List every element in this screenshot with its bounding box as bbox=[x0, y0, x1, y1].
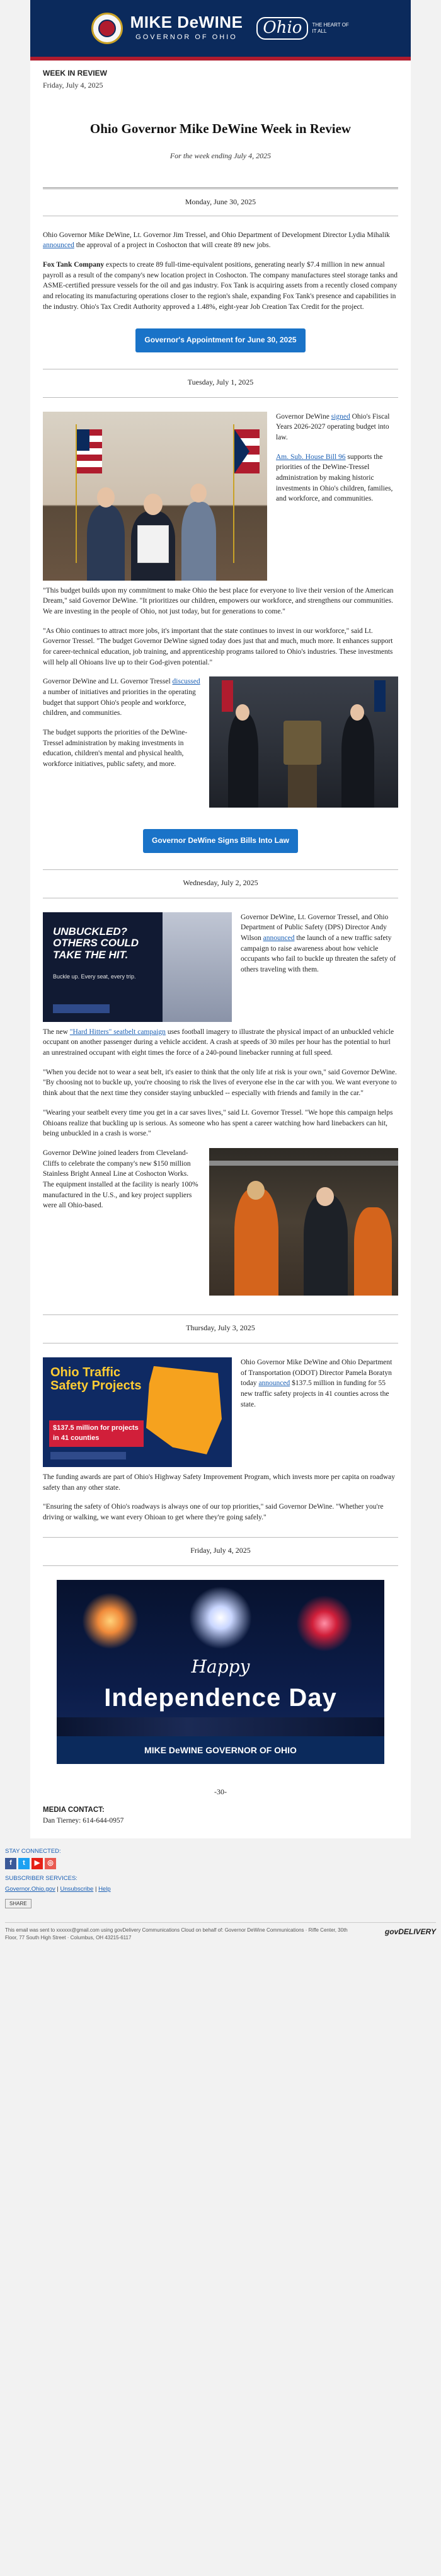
flag-icon bbox=[226, 424, 242, 500]
worker-figure bbox=[354, 1207, 392, 1296]
thursday-quote-1: "Ensuring the safety of Ohio's roadways is always one of our top priorities," said Governor DeWine. "Whether you're driving or walking, we want every Ohioan to get where they're going safely." bbox=[43, 1503, 384, 1521]
text: uses football imagery to illustrate the physical impact of an unbuckled vehicle occupant on another passenger during a vehicle accident. A crash at speeds of 30 miles per hour has the potential to hurl an unrestrained occupant with eight times the force of a 240-pound linebacker running at full speed. bbox=[43, 1028, 394, 1057]
ohio-map-icon bbox=[146, 1366, 222, 1454]
football-player-image bbox=[163, 912, 232, 1022]
unsubscribe-link[interactable]: Unsubscribe bbox=[60, 1885, 94, 1893]
happy-text: Happy bbox=[191, 1656, 250, 1677]
announced-link[interactable]: announced bbox=[43, 241, 74, 250]
help-link[interactable]: Help bbox=[98, 1885, 111, 1893]
twitter-icon[interactable]: t bbox=[18, 1858, 30, 1869]
signed-document bbox=[137, 525, 169, 563]
ohio-tagline: THE HEART OF IT ALL bbox=[312, 22, 349, 34]
gov-wordmark bbox=[130, 14, 243, 43]
text: Ohio Governor Mike DeWine, Lt. Governor Jim Tressel, and Ohio Department of Development Director Lydia Mihalik bbox=[43, 231, 390, 239]
us-flag-icon bbox=[77, 429, 102, 473]
announced-link[interactable]: announced bbox=[263, 934, 295, 943]
podium-seal-icon bbox=[284, 721, 321, 765]
week-ending: For the week ending July 4, 2025 bbox=[169, 151, 272, 161]
email-body bbox=[30, 61, 411, 1838]
announced-link[interactable]: announced bbox=[258, 1379, 290, 1388]
firework-icon bbox=[82, 1593, 139, 1649]
map-title: Ohio Traffic Safety Projects bbox=[50, 1365, 142, 1393]
week-in-review-label: WEEK IN REVIEW bbox=[43, 69, 108, 78]
text: Ohio Governor Mike DeWine and Ohio Department of Transportation (ODOT) Director Pamela Boratyn today bbox=[241, 1358, 392, 1388]
media-contact-label: MEDIA CONTACT: bbox=[43, 1806, 105, 1814]
tuesday-quote-2: "As Ohio continues to attract more jobs, it's important that the state continues to invest in our workforce," said Lt. Governor Tressel. "The budget Governor DeWine signed today does just that and much, much more. It enhances support for career-technical education, job training, and apprenticeship programs tailored to Ohio's industries. These investments will help all Ohioans live up to their God-given potential." bbox=[43, 627, 393, 666]
gov-name: MIKE DeWINE bbox=[130, 13, 243, 32]
button-wrap bbox=[43, 829, 398, 852]
monday-paragraph-2 bbox=[43, 260, 398, 312]
flag-icon bbox=[374, 680, 386, 712]
text: $137.5 million in funding for 55 new traffic safety projects in 41 counties across the state. bbox=[241, 1379, 389, 1408]
press-conference-photo bbox=[209, 676, 398, 808]
issue-date: Friday, July 4, 2025 bbox=[43, 81, 103, 90]
ohio-seal-icon bbox=[91, 13, 123, 44]
text: The new bbox=[43, 1028, 70, 1036]
person-head bbox=[190, 484, 207, 502]
banner-stripe bbox=[30, 57, 411, 61]
city-skyline bbox=[57, 1717, 384, 1736]
fine-print bbox=[5, 1922, 436, 1941]
stay-connected-label: STAY CONNECTED: bbox=[5, 1848, 61, 1855]
instagram-icon[interactable]: ◎ bbox=[45, 1858, 56, 1869]
governor-site-link[interactable]: Governor.Ohio.gov bbox=[5, 1885, 55, 1893]
firework-icon bbox=[296, 1595, 353, 1652]
person-figure bbox=[181, 502, 216, 581]
person-figure bbox=[341, 713, 374, 808]
seal-core bbox=[98, 20, 116, 37]
separator: | bbox=[93, 1885, 99, 1893]
graphic-footer: MIKE DeWINE GOVERNOR OF OHIO bbox=[57, 1736, 384, 1764]
separator: | bbox=[55, 1885, 60, 1893]
text: Ohio's Fiscal Years 2026-2027 operating budget into law. bbox=[276, 412, 390, 442]
social-icons bbox=[5, 1858, 436, 1869]
poster-subline: Buckle up. Every seat, every trip. bbox=[53, 973, 136, 980]
map-amount: $137.5 million for projects in 41 counties bbox=[49, 1420, 144, 1447]
budget-signing-photo bbox=[43, 412, 267, 581]
wednesday-quote-1: "When you decide not to wear a seat belt, it's easier to think that the only life at risk is your own," said Governor DeWine. "By choosing not to buckle up, you're choosing to risk the lives of everyone else in the car with you. We want everyone to think about that the next time they consider staying unbuckled -- especially with friends and family in the car." bbox=[43, 1068, 397, 1098]
podium bbox=[288, 765, 317, 808]
media-contact: Dan Tierney: 614-644-0957 bbox=[43, 1816, 124, 1825]
facebook-icon[interactable]: f bbox=[5, 1858, 16, 1869]
monday-paragraph-1 bbox=[43, 230, 398, 251]
footer-links bbox=[5, 1885, 436, 1894]
banner-inner bbox=[30, 11, 411, 45]
wednesday-quote-2: "Wearing your seatbelt every time you get in a car saves lives," said Lt. Governor Tressel. "We hope this campaign helps Ohioans realize that buckling up is serious. As someone who has spent a career watching how hard linebackers can hit, being unbuckled in a crash is worse." bbox=[43, 1108, 393, 1138]
ohio-word: Ohio bbox=[256, 17, 308, 39]
signed-link[interactable]: signed bbox=[331, 412, 350, 421]
end-mark: -30- bbox=[214, 1787, 227, 1796]
day-heading-monday: Monday, June 30, 2025 bbox=[43, 187, 398, 216]
text: Governor DeWine, Lt. Governor Tressel, and Ohio Department of Public Safety (DPS) Director Andy Wilson bbox=[241, 913, 389, 943]
odot-logo bbox=[50, 1452, 126, 1459]
wednesday-side-paragraph-2: Governor DeWine joined leaders from Cleveland-Cliffs to celebrate the company's new $150 million Stainless Bright Anneal Line at Coshocton Works. The equipment installed at the facility is nearly 100% manufactured in the U.S., and key project suppliers were all Ohio-based. bbox=[43, 1149, 198, 1210]
flag-icon bbox=[222, 680, 233, 712]
person-head bbox=[97, 487, 115, 508]
text: supports the priorities of the DeWine-Tressel administration by making historic investments in Ohio's children, families, and workforce, and communities. bbox=[276, 453, 393, 503]
person-figure bbox=[228, 713, 258, 808]
day-heading-thursday: Thursday, July 3, 2025 bbox=[43, 1314, 398, 1343]
seatbelt-campaign-link[interactable]: "Hard Hitters" seatbelt campaign bbox=[69, 1028, 166, 1036]
govdelivery-logo: govDELIVERY bbox=[384, 1927, 436, 1937]
tuesday-quote-1: "This budget builds upon my commitment to make Ohio the best place for everyone to live their version of the American Dream," said Governor DeWine. "It prioritizes our children, empowers our workforce, and strengthens our communities. We are investing in the people of Ohio, not just today, but for generations to come." bbox=[43, 586, 394, 616]
wednesday-paragraph-2 bbox=[43, 1027, 398, 1059]
seatbelt-campaign-poster bbox=[43, 912, 232, 1022]
text: Governor DeWine bbox=[276, 412, 331, 421]
day-heading-tuesday: Tuesday, July 1, 2025 bbox=[43, 369, 398, 398]
governors-appointment-button[interactable]: Governor's Appointment for June 30, 2025 bbox=[135, 328, 305, 352]
share-button[interactable]: SHARE bbox=[5, 1899, 32, 1909]
independence-day-text: Independence Day bbox=[104, 1684, 337, 1712]
cleveland-cliffs-photo bbox=[209, 1148, 398, 1296]
independence-day-graphic bbox=[57, 1580, 384, 1764]
text: expects to create 89 full-time-equivalent positions, generating nearly $7.4 million in new annual payroll as a result of the company's new location project in Coshocton. The company manufactures steel storage tanks and ASME-certified pressure vessels for the oil and gas industry. Fox Tank is acquiring assets from a recently closed company and relocating its manufacturing operations closer to the region's shale, expanding Fox Tank's presence and capabilities in the industry. Ohio's Tax Credit Authority approved a 1.48%, eight-year Job Creation Tax Credit for the project. bbox=[43, 260, 398, 311]
worker-figure bbox=[234, 1188, 278, 1296]
text: the launch of a new traffic safety campaign to raise awareness about how vehicle occupants who fail to buckle up threaten the safety of others traveling with them. bbox=[241, 934, 396, 974]
person-head bbox=[247, 1181, 265, 1200]
firework-icon bbox=[189, 1586, 252, 1649]
email-sheet bbox=[30, 0, 411, 1838]
ohio-dps-logo bbox=[53, 1004, 110, 1013]
subscriber-services-label: SUBSCRIBER SERVICES: bbox=[5, 1875, 77, 1883]
signs-bills-button[interactable]: Governor DeWine Signs Bills Into Law bbox=[143, 829, 298, 852]
holiday-text bbox=[57, 1654, 384, 1717]
day-heading-friday: Friday, July 4, 2025 bbox=[43, 1537, 398, 1566]
traffic-safety-map-graphic bbox=[43, 1357, 232, 1467]
flag-icon bbox=[68, 424, 84, 500]
person-figure bbox=[87, 505, 125, 581]
fine-print-text: This email was sent to xxxxxx@gmail.com using govDelivery Communications Cloud on behalf of: Governor DeWine Communications · Riffe Center, 30th Floor, 77 South High Street · Columbus, OH 43215-6117 bbox=[5, 1927, 348, 1941]
person-figure bbox=[304, 1195, 348, 1296]
company-name: Fox Tank Company bbox=[43, 260, 105, 269]
ohio-flag-icon bbox=[234, 429, 260, 473]
button-wrap bbox=[43, 328, 398, 352]
person-head bbox=[144, 494, 163, 515]
house-bill-link[interactable]: Am. Sub. House Bill 96 bbox=[276, 453, 346, 461]
youtube-icon[interactable]: ▶ bbox=[32, 1858, 43, 1869]
page-title: Ohio Governor Mike DeWine Week in Review bbox=[89, 120, 352, 136]
discussed-link[interactable]: discussed bbox=[172, 678, 200, 686]
day-heading-wednesday: Wednesday, July 2, 2025 bbox=[43, 869, 398, 898]
gov-sub: GOVERNOR OF OHIO bbox=[135, 33, 238, 42]
header-banner bbox=[30, 0, 411, 61]
email-footer bbox=[0, 1838, 441, 1941]
tuesday-side-paragraph-3: The budget supports the priorities of the DeWine-Tressel administration by making investments in education, children's mental and physical health, workforce initiatives, public safety, and more. bbox=[43, 729, 188, 769]
person-head bbox=[316, 1187, 334, 1206]
text: the approval of a project in Coshocton that will create 89 new jobs. bbox=[74, 241, 271, 250]
thursday-paragraph-2: The funding awards are part of Ohio's Highway Safety Improvement Program, which invests more per capita on roadway safety than any other state. bbox=[43, 1473, 396, 1492]
text: Governor DeWine and Lt. Governor Tressel bbox=[43, 678, 173, 686]
text: a number of initiatives and priorities in the operating budget that support Ohio's people and workforce, children, and communities. bbox=[43, 688, 196, 717]
poster-headline: UNBUCKLED? OTHERS COULD TAKE THE HIT. bbox=[53, 925, 139, 961]
machinery bbox=[209, 1161, 398, 1166]
ohio-logo bbox=[256, 17, 350, 39]
